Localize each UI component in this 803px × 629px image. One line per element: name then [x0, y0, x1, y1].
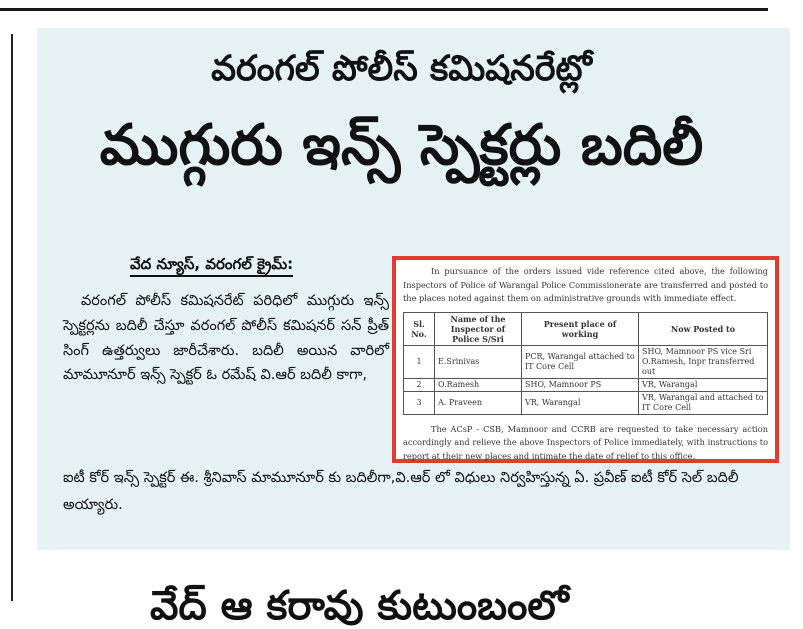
row-present: SHO, Mamnoor PS: [522, 378, 639, 391]
top-divider: [0, 8, 768, 11]
row-present: PCR, Warangal attached to IT Core Cell: [522, 345, 639, 378]
row-sl: 3: [404, 391, 435, 414]
article-body-column: వరంగల్ పోలీస్ కమిషనరేట్ పరిధిలో ముగ్గురు ఇన్స్ స్పెక్టర్లను బదిలీ చేస్తూ వరంగల్ పోలీస్ కమిషనర్ సన్ ప్రీత్ సింగ్ ఉత్తర్వులు జారీచేశారు. బదిలీ అయిన వారిలో మామూనూర్ ఇన్స్ స్పెక్టర్ ఓ రమేష్ వి.ఆర్ బదిలీ కాగా,: [63, 293, 389, 384]
row-sl: 2: [404, 378, 435, 391]
next-article-headline: వేద్ ఆ కరావు కుటుంబంలో: [150, 583, 569, 629]
article-kicker: వరంగల్ పోలీస్ కమిషనరేట్లో: [211, 49, 592, 89]
column-header-sl: Sl. No.: [404, 312, 435, 345]
table-row: [404, 391, 768, 414]
row-name: O.Ramesh: [435, 378, 522, 391]
row-name: A. Praveen: [435, 391, 522, 414]
table-row: [404, 345, 768, 378]
column-header-present: Present place of working: [522, 312, 639, 345]
transfer-order-image: [392, 256, 779, 463]
notice-intro: In pursuance of the orders issued vide reference cited above, the following Inspectors of Police of Warangal Police Commissionerate are transferred and posted to the places noted against them on administrative grounds with immediate effect.: [403, 266, 768, 303]
row-sl: 1: [404, 345, 435, 378]
article-byline: వేద న్యూస్, వరంగల్ క్రైమ్:: [130, 254, 293, 277]
column-header-name: Name of the Inspector of Police S/Sri: [435, 312, 522, 345]
row-present: VR, Warangal: [522, 391, 639, 414]
notice-closing: The ACsP - CSB, Mamnoor and CCRB are requested to take necessary action accordingly and relieve the above Inspectors of Police immediately, with instructions to report at their new places and intimate the date of relief to this office.: [403, 423, 768, 461]
article-body-wide: ఐటీ కోర్ ఇన్స్ స్పెక్టర్ ఈ. శ్రీనివాస్ మామూనూర్ కు బదిలీగా,వి.ఆర్ లో విధులు నిర్వహిస్తున్న ఏ. ప్రవీణ్ ఐటీ కోర్ సెల్ బదిలీ అయ్యారు.: [63, 470, 739, 513]
article-headline: ముగ్గురు ఇన్స్ స్పెక్టర్లు బదిలీ: [99, 113, 704, 178]
row-posted: VR, Warangal: [639, 378, 768, 391]
row-posted: VR, Warangal and attached to IT Core Cell: [639, 391, 768, 414]
row-name: E.Srinivas: [435, 345, 522, 378]
table-row: [404, 378, 768, 391]
table-header-row: [404, 312, 768, 345]
row-posted: SHO, Mamnoor PS vice Sri O.Ramesh, Inpr transferred out: [639, 345, 768, 378]
transfer-table: [403, 312, 768, 415]
column-header-posted: Now Posted to: [639, 312, 768, 345]
